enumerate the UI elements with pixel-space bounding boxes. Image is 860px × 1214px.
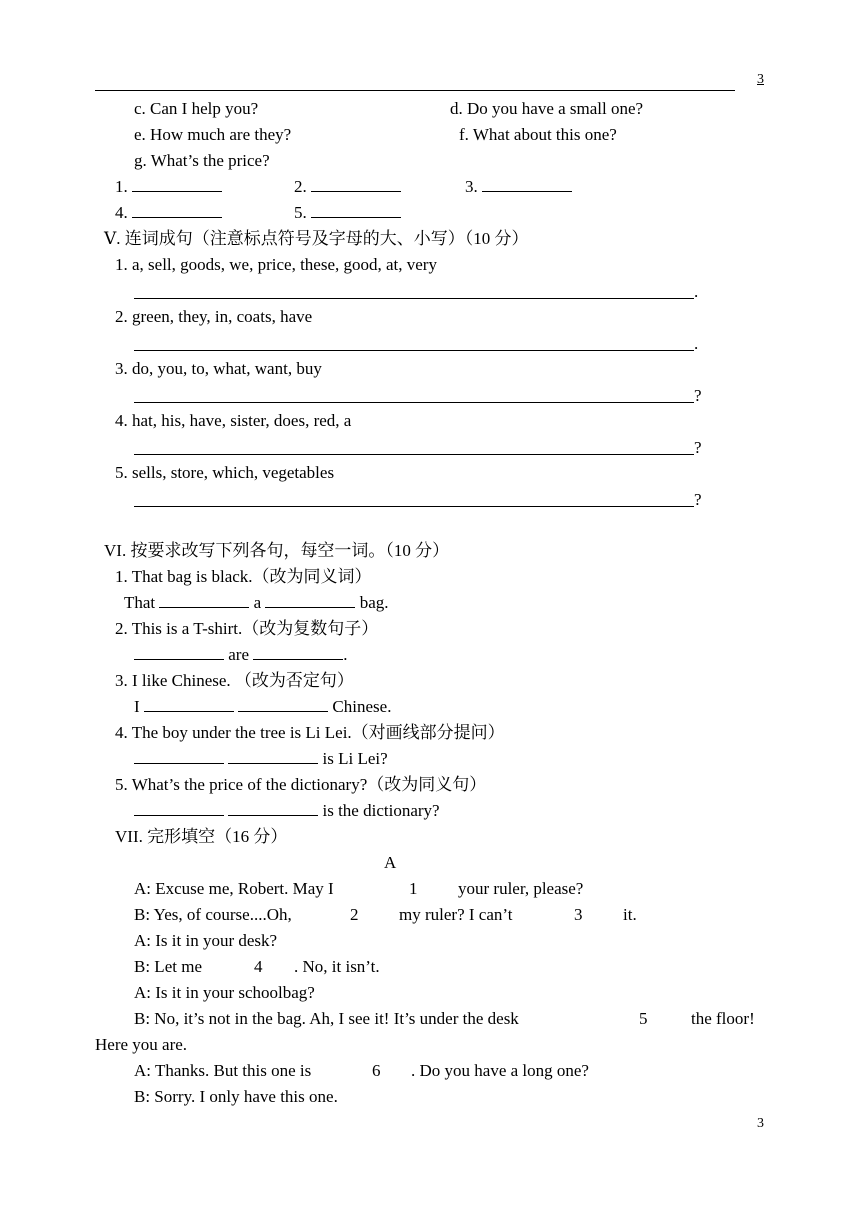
dialog-line-1: A: Excuse me, Robert. May I 1 your ruler, please? — [134, 879, 584, 898]
blank-num-1: 1 — [409, 879, 418, 898]
option-e: e. How much are they? — [134, 125, 292, 144]
option-f: f. What about this one? — [459, 125, 617, 144]
s5-answer-line-4[interactable] — [134, 454, 694, 455]
dialog-line-7: Here you are. — [95, 1035, 188, 1054]
s5-item-1: 1. a, sell, goods, we, price, these, good, at, very — [115, 255, 437, 274]
dialog-line-8: A: Thanks. But this one is 6 . Do you have a long one? — [134, 1061, 589, 1080]
section-5-title: Ⅴ. 连词成句（注意标点符号及字母的大、小写）（10 分） — [104, 229, 529, 248]
s5-answer-line-3[interactable] — [134, 402, 694, 403]
s6-answer-1[interactable]: That a bag. — [124, 593, 389, 612]
header-rule — [95, 90, 735, 91]
option-d: d. Do you have a small one? — [450, 99, 644, 118]
answer-blank-1[interactable]: 1. — [115, 177, 222, 197]
s5-answer-line-1[interactable] — [134, 298, 694, 299]
s5-item-2: 2. green, they, in, coats, have — [115, 307, 313, 326]
blank-num-5: 5 — [639, 1009, 648, 1028]
s5-answer-line-2[interactable] — [134, 350, 694, 351]
dialog-line-9: B: Sorry. I only have this one. — [134, 1087, 338, 1106]
page-number-bottom: 3 — [757, 1116, 764, 1131]
blank-num-2: 2 — [350, 905, 359, 924]
s6-answer-5[interactable]: is the dictionary? — [134, 801, 440, 821]
dialog-line-2: B: Yes, of course....Oh, 2 my ruler? I can’t 3 it. — [134, 905, 637, 924]
s6-question-4: 4. The boy under the tree is Li Lei.（对画线部分提问） — [115, 723, 505, 742]
s6-answer-4[interactable]: is Li Lei? — [134, 749, 388, 769]
dialog-line-4: B: Let me 4 . No, it isn’t. — [134, 957, 380, 976]
section-7-part: A — [384, 853, 397, 872]
s6-question-3: 3. I like Chinese. （改为否定句） — [115, 671, 354, 690]
s5-end-3: ? — [694, 386, 702, 405]
s5-answer-line-5[interactable] — [134, 506, 694, 507]
option-g: g. What’s the price? — [134, 151, 270, 170]
blank-num-4: 4 — [254, 957, 263, 976]
s6-answer-2[interactable]: are . — [134, 645, 348, 665]
s5-end-4: ? — [694, 438, 702, 457]
s6-question-1: 1. That bag is black.（改为同义词） — [115, 567, 372, 586]
blank-num-3: 3 — [574, 905, 583, 924]
option-c: c. Can I help you? — [134, 99, 259, 118]
s5-item-5: 5. sells, store, which, vegetables — [115, 463, 335, 482]
s5-end-2: . — [694, 334, 699, 353]
page-number-top: 3 — [757, 72, 764, 87]
s5-item-4: 4. hat, his, have, sister, does, red, a — [115, 411, 352, 430]
answer-blank-2[interactable]: 2. — [294, 177, 401, 197]
answer-blank-5[interactable]: 5. — [294, 203, 401, 223]
s5-item-3: 3. do, you, to, what, want, buy — [115, 359, 322, 378]
s6-question-5: 5. What’s the price of the dictionary?（改为同义句） — [115, 775, 487, 794]
blank-num-6: 6 — [372, 1061, 381, 1080]
dialog-line-3: A: Is it in your desk? — [134, 931, 278, 950]
s5-end-1: . — [694, 282, 699, 301]
section-6-title: VI. 按要求改写下列各句，每空一词。（10 分） — [104, 541, 450, 560]
s6-question-2: 2. This is a T-shirt.（改为复数句子） — [115, 619, 379, 638]
dialog-line-5: A: Is it in your schoolbag? — [134, 983, 315, 1002]
answer-blank-3[interactable]: 3. — [465, 177, 572, 197]
dialog-line-6: B: No, it’s not in the bag. Ah, I see it! It’s under the desk 5 the floor! — [134, 1009, 755, 1028]
answer-blank-4[interactable]: 4. — [115, 203, 222, 223]
section-7-title: VII. 完形填空（16 分） — [115, 827, 288, 846]
s6-answer-3[interactable]: I Chinese. — [134, 697, 392, 716]
s5-end-5: ? — [694, 490, 702, 509]
